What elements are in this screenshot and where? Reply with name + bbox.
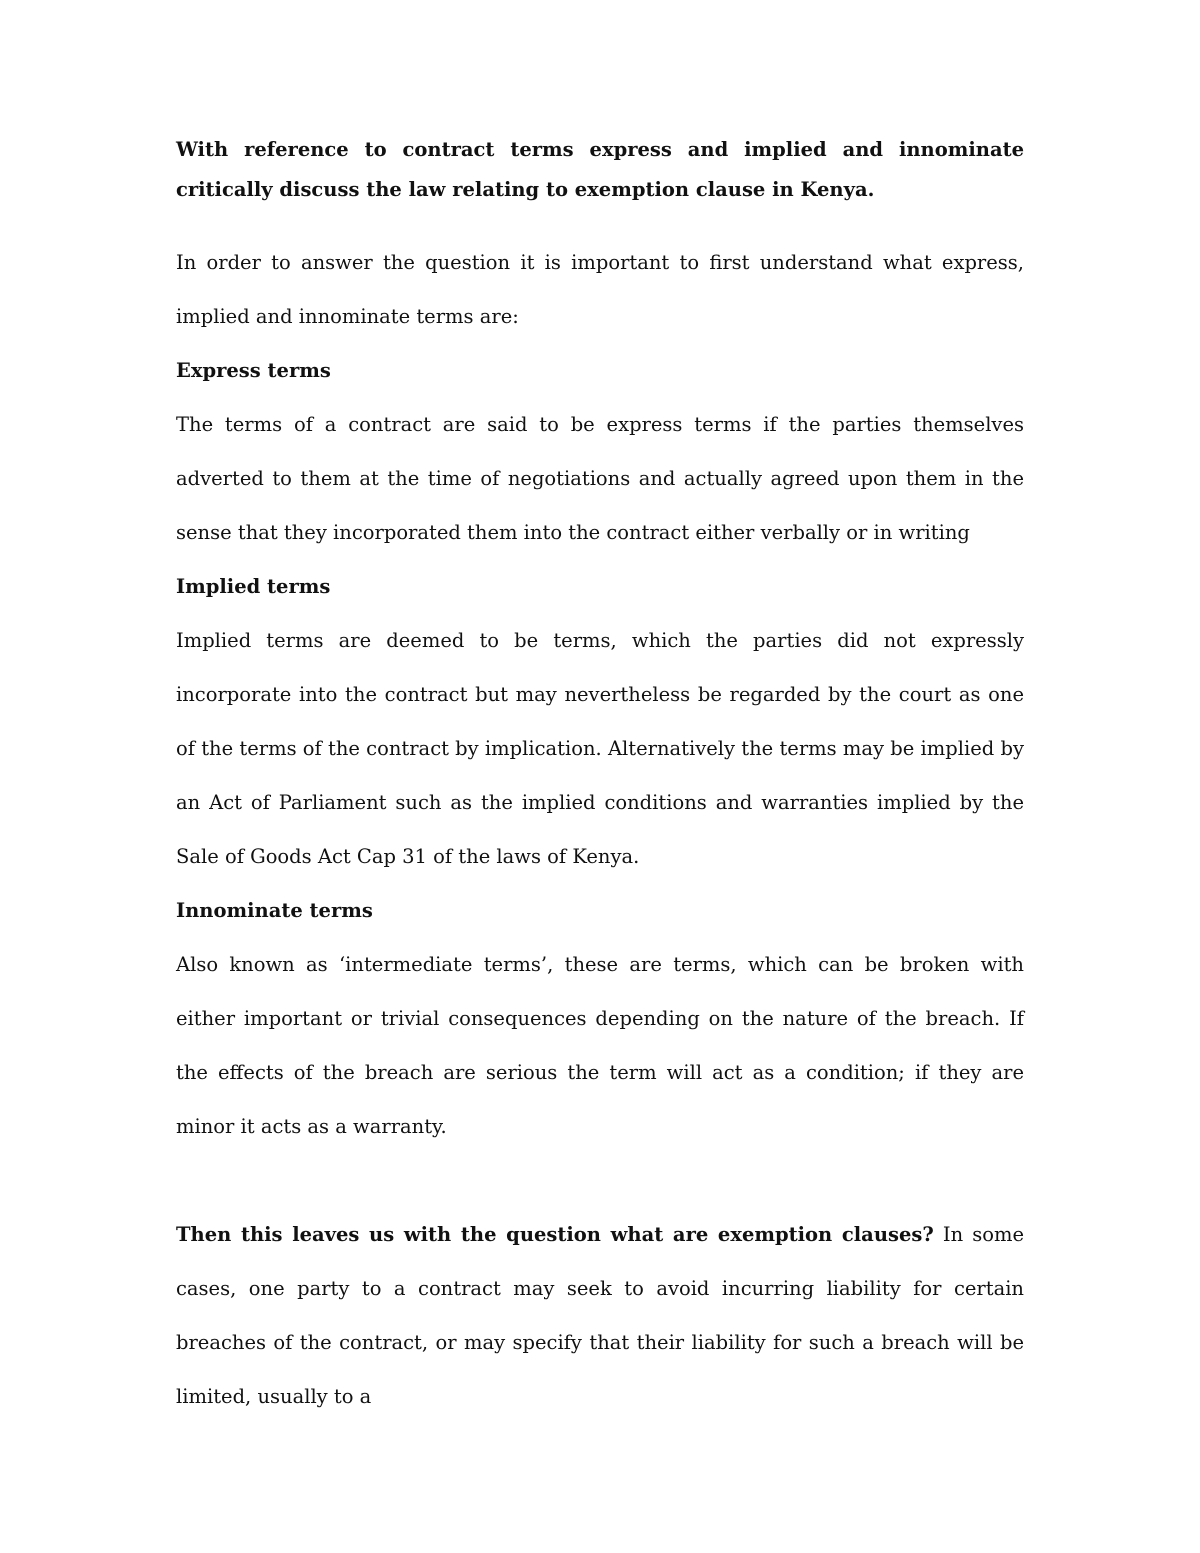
exemption-body: In some cases, one party to a contract may seek to avoid incurring liability for certain breaches of the contract, or may specify that their liability for such a breach will be limited, usually to a: [176, 1223, 1024, 1408]
section-heading-innominate: Innominate terms: [176, 899, 373, 922]
section-body-express: The terms of a contract are said to be express terms if the parties themselves adverted to them at the time of negotiations and actually agreed upon them in the sense that they incorporated them into the contract either verbally or in writing: [176, 413, 1024, 544]
exemption-question: Then this leaves us with the question what are exemption clauses?: [176, 1223, 934, 1246]
section-heading-express: Express terms: [176, 359, 331, 382]
document-body: [176, 130, 1024, 1424]
exemption-paragraph: [176, 1208, 1024, 1424]
spacer: [176, 1154, 1024, 1208]
section-body-innominate: Also known as ‘intermediate terms’, these are terms, which can be broken with either important or trivial consequences depending on the nature of the breach. If the effects of the breach are serious the term will act as a condition; if they are minor it acts as a warranty.: [176, 953, 1024, 1138]
spacer: [176, 210, 1024, 236]
section-heading-implied: Implied terms: [176, 575, 331, 598]
document-title: With reference to contract terms express and implied and innominate critically discuss the law relating to exemption clause in Kenya.: [176, 138, 1024, 201]
intro-paragraph: In order to answer the question it is important to first understand what express, implied and innominate terms are:: [176, 251, 1024, 328]
section-body-implied: Implied terms are deemed to be terms, which the parties did not expressly incorporate into the contract but may nevertheless be regarded by the court as one of the terms of the contract by implication. Alternatively the terms may be implied by an Act of Parliament such as the implied conditions and warranties implied by the Sale of Goods Act Cap 31 of the laws of Kenya.: [176, 629, 1024, 868]
